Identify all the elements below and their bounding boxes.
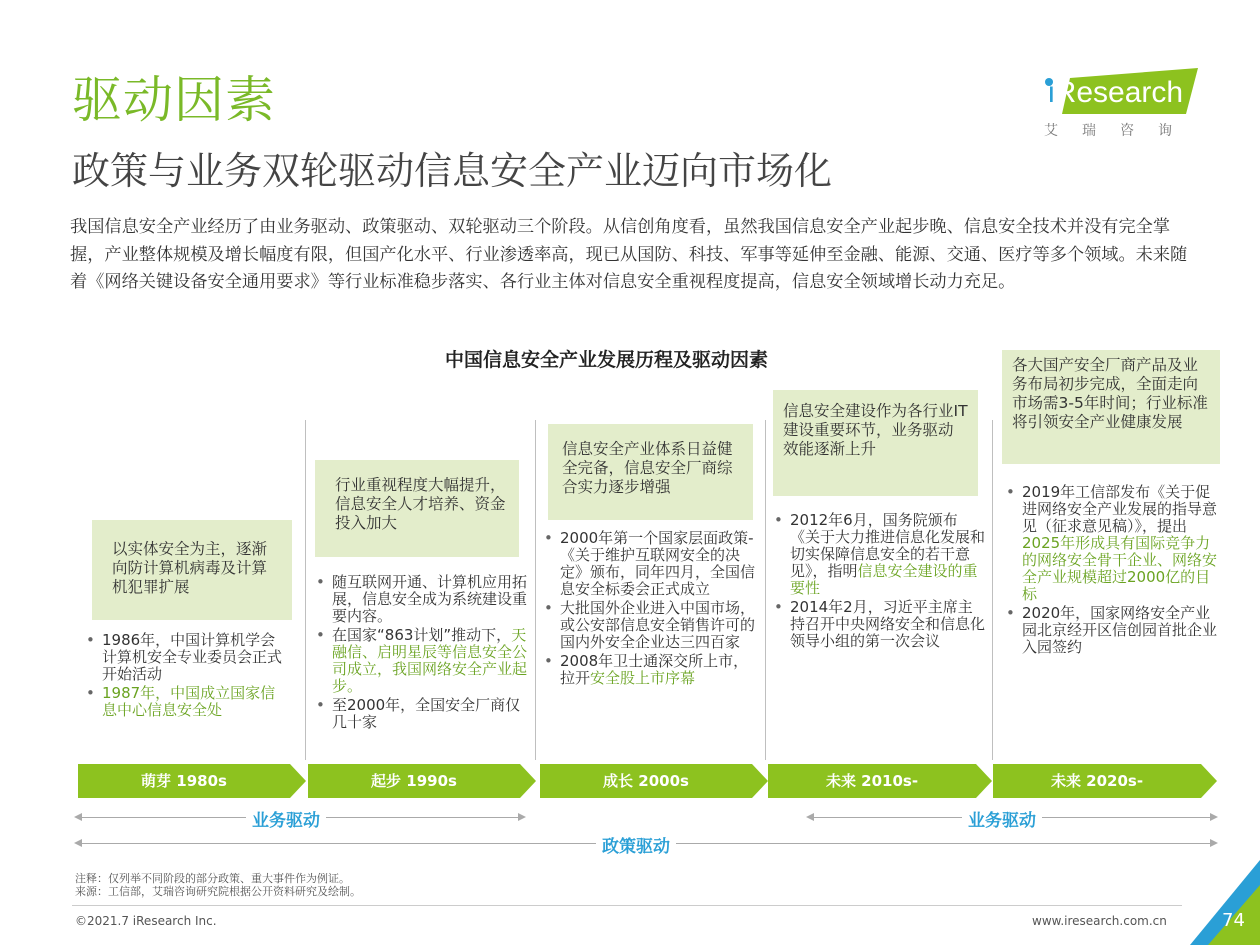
corner-decoration (1190, 860, 1260, 945)
arrow-left-head (74, 813, 82, 821)
arrow-right-head (1210, 839, 1218, 847)
arrow-left-head (806, 813, 814, 821)
stage-label: 未来 2020s- (1050, 772, 1144, 790)
stage-bar-1990s (308, 764, 520, 798)
website-link[interactable]: www.iresearch.com.cn (1032, 914, 1167, 928)
event-item-highlight: • 1987年，中国成立国家信息中心信息安全处 (82, 685, 282, 719)
stage-label: 萌芽 1980s (141, 772, 227, 790)
note-text: 注释：仅列举不同阶段的部分政策、重大事件作为例证。 (75, 872, 350, 885)
event-text: 在国家“863计划”推动下， (332, 626, 512, 644)
iresearch-logo (1040, 66, 1200, 146)
stage-3-events (540, 530, 762, 689)
stage-2-summary: 行业重视程度大幅提升，信息安全人才培养、资金投入加大 (315, 460, 519, 557)
stage-arrow-head (752, 764, 768, 798)
stage-2-events (312, 574, 530, 733)
event-item: • 2000年第一个国家层面政策-《关于维护互联网安全的决定》颁布，同年四月，全国信息安全标委会正式成立 (540, 530, 762, 598)
chart-title: 中国信息安全产业发展历程及驱动因素 (445, 349, 769, 371)
event-highlight: 安全股上市序幕 (590, 669, 696, 687)
event-highlight: 2025年形成具有国际竞争力的网络安全骨干企业、网络安全产业规模超过2000亿的目标 (1022, 534, 1218, 603)
stage-bar-2010s (768, 764, 976, 798)
event-item (312, 627, 530, 695)
event-item (770, 512, 985, 597)
stage-4-summary: 信息安全建设作为各行业IT建设重要环节，业务驱动效能逐渐上升 (773, 390, 978, 496)
stage-divider (535, 420, 536, 760)
stage-bar-2000s (540, 764, 752, 798)
arrow-left-head (74, 839, 82, 847)
copyright: ©2021.7 iResearch Inc. (75, 914, 217, 928)
page-title: 驱动因素 (72, 71, 276, 129)
business-drive-label-right: 业务驱动 (962, 806, 1042, 831)
stage-arrow-head (976, 764, 992, 798)
stage-5-events (1002, 484, 1217, 658)
stage-bar-1980s (78, 764, 290, 798)
stage-label: 未来 2010s- (825, 772, 919, 790)
logo-i: i (1048, 76, 1055, 109)
event-item: • 2014年2月，习近平主席主持召开中央网络安全和信息化领导小组的第一次会议 (770, 599, 985, 650)
event-text: 2019年工信部发布《关于促进网络安全产业发展的指导意见（征求意见稿）》，提出 (1022, 483, 1218, 535)
stage-3-summary: 信息安全产业体系日益健全完备，信息安全厂商综合实力逐步增强 (548, 424, 753, 520)
event-item (540, 653, 762, 687)
stage-5-summary: 各大国产安全厂商产品及业务布局初步完成，全面走向市场需3-5年时间；行业标准将引领安全产业健康发展 (1002, 350, 1220, 464)
logo-wordmark (1048, 76, 1183, 110)
stage-arrow-head (1201, 764, 1217, 798)
stage-divider (305, 420, 306, 760)
arrow-right-head (1210, 813, 1218, 821)
source-text: 来源：工信部，艾瑞咨询研究院根据公开资料研究及绘制。 (75, 885, 361, 898)
page-number: 74 (1222, 910, 1245, 931)
logo-research: Research (1054, 76, 1184, 109)
footer-divider (72, 905, 1182, 906)
stage-label: 起步 1990s (371, 772, 457, 790)
stage-4-events (770, 512, 985, 652)
stage-arrow-head (520, 764, 536, 798)
event-text: 2008年卫士通深交所上市，拉开 (560, 652, 749, 687)
stage-1-events (82, 632, 282, 721)
stage-label: 成长 2000s (603, 772, 689, 790)
stage-divider (992, 420, 993, 760)
event-item: • 大批国外企业进入中国市场，或公安部信息安全销售许可的国内外安全企业达三四百家 (540, 600, 762, 651)
arrow-right-head (518, 813, 526, 821)
event-item: • 2020年，国家网络安全产业园北京经开区信创园首批企业入园签约 (1002, 605, 1217, 656)
business-drive-label-left: 业务驱动 (246, 806, 326, 831)
logo-chinese: 艾瑞咨询 (1044, 123, 1196, 139)
footnote (75, 872, 361, 898)
stage-1-summary: 以实体安全为主，逐渐向防计算机病毒及计算机犯罪扩展 (92, 520, 292, 620)
stage-divider (765, 420, 766, 760)
stage-bar-2020s (993, 764, 1201, 798)
event-item: • 随互联网开通、计算机应用拓展，信息安全成为系统建设重要内容。 (312, 574, 530, 625)
page-subtitle: 政策与业务双轮驱动信息安全产业迈向市场化 (72, 149, 833, 193)
intro-paragraph: 我国信息安全产业经历了由业务驱动、政策驱动、双轮驱动三个阶段。从信创角度看，虽然我国信息安全产业起步晚、信息安全技术并没有完全掌握，产业整体规模及增长幅度有限，但国产化水平、行业渗透率高，现已从国防、科技、军事等延伸至金融、能源、交通、医疗等多个领域。未来随着《网络关键设备安全通用要求》等行业标准稳步落实、各行业主体对信息安全重视程度提高，信息安全领域增长动力充足。 (70, 217, 1188, 292)
policy-drive-label: 政策驱动 (596, 832, 676, 857)
event-text: 2012年6月，国务院颁布《关于大力推进信息化发展和切实保障信息安全的若干意见》，指明 (790, 511, 986, 580)
event-item (1002, 484, 1217, 603)
event-highlight: 天融信、启明星辰等信息安全公司成立，我国网络安全产业起步。 (332, 626, 528, 695)
event-highlight: 信息安全建设的重要性 (790, 562, 978, 597)
stage-arrow-head (290, 764, 306, 798)
event-item: • 至2000年，全国安全厂商仅几十家 (312, 697, 530, 731)
event-item: • 1986年，中国计算机学会计算机安全专业委员会正式开始活动 (82, 632, 282, 683)
